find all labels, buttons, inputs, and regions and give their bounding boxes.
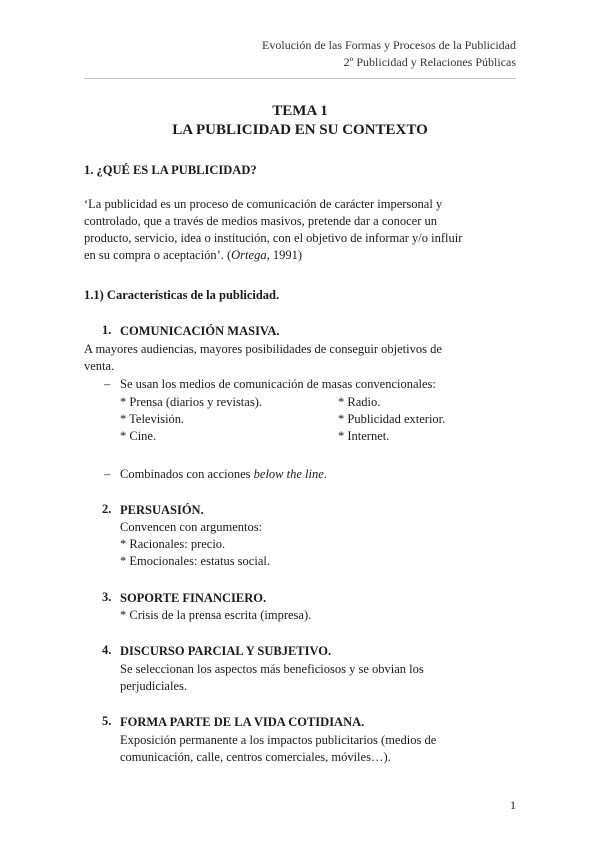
item-title: COMUNICACIÓN MASIVA. bbox=[120, 324, 280, 338]
definition-line: controlado, que a través de medios masivos, pretende dar a conocer un bbox=[84, 214, 437, 228]
header-degree: 2º Publicidad y Relaciones Públicas bbox=[343, 55, 516, 69]
item-number: 2. bbox=[102, 502, 112, 516]
media-list-left bbox=[120, 394, 262, 445]
definition-line bbox=[84, 247, 462, 264]
item-description bbox=[84, 341, 442, 375]
citation-year: , 1991) bbox=[266, 248, 302, 262]
item-number: 4. bbox=[102, 643, 112, 657]
item-body bbox=[120, 661, 424, 695]
body-line: Exposición permanente a los impactos publicitarios (medios de bbox=[120, 733, 437, 747]
subsection-heading: 1.1) Características de la publicidad. bbox=[84, 288, 280, 302]
page-number: 1 bbox=[510, 798, 516, 812]
italic-term: below the line bbox=[253, 467, 324, 481]
body-line: comunicación, calle, centros comerciales, móviles…). bbox=[120, 750, 391, 764]
body-line: perjudiciales. bbox=[120, 679, 187, 693]
item-title: FORMA PARTE DE LA VIDA COTIDIANA. bbox=[120, 715, 365, 729]
media-item: * Internet. bbox=[338, 429, 390, 443]
item-body bbox=[120, 519, 270, 570]
doc-title-tema: TEMA 1 bbox=[272, 103, 328, 119]
item-title: DISCURSO PARCIAL Y SUBJETIVO. bbox=[120, 644, 332, 658]
section-heading: 1. ¿QUÉ ES LA PUBLICIDAD? bbox=[84, 163, 257, 177]
header-divider bbox=[84, 78, 516, 79]
item-title: SOPORTE FINANCIERO. bbox=[120, 591, 267, 605]
definition-text: en su compra o aceptación’. ( bbox=[84, 248, 232, 262]
item-number: 3. bbox=[102, 590, 112, 604]
body-line: * Racionales: precio. bbox=[120, 537, 226, 551]
definition-paragraph bbox=[84, 196, 462, 264]
body-line: * Emocionales: estatus social. bbox=[120, 554, 270, 568]
citation-author: Ortega bbox=[231, 248, 267, 262]
media-item: * Cine. bbox=[120, 429, 157, 443]
definition-line: ‘La publicidad es un proceso de comunicación de carácter impersonal y bbox=[84, 197, 443, 211]
media-item: * Televisión. bbox=[120, 412, 185, 426]
body-line: Se seleccionan los aspectos más beneficiosos y se obvian los bbox=[120, 662, 424, 676]
definition-line: producto, servicio, idea o institución, con el objetivo de informar y/o influir bbox=[84, 231, 463, 245]
media-item: * Radio. bbox=[338, 395, 381, 409]
item-title: PERSUASIÓN. bbox=[120, 503, 204, 517]
item-number: 5. bbox=[102, 714, 112, 728]
item-body bbox=[120, 607, 311, 624]
body-line: Convencen con argumentos: bbox=[120, 520, 263, 534]
dash-bullet: – bbox=[104, 377, 111, 391]
media-item: * Publicidad exterior. bbox=[338, 412, 446, 426]
bullet-text: Se usan los medios de comunicación de masas convencionales: bbox=[120, 377, 436, 391]
doc-title-subject: LA PUBLICIDAD EN SU CONTEXTO bbox=[172, 122, 428, 138]
media-item: * Prensa (diarios y revistas). bbox=[120, 395, 262, 409]
description-line: venta. bbox=[84, 359, 115, 373]
body-line: * Crisis de la prensa escrita (impresa). bbox=[120, 608, 312, 622]
description-line: A mayores audiencias, mayores posibilidades de conseguir objetivos de bbox=[84, 342, 442, 356]
media-list-right bbox=[338, 394, 445, 445]
dash-bullet: – bbox=[104, 467, 111, 481]
header-course-title: Evolución de las Formas y Procesos de la Publicidad bbox=[262, 38, 516, 52]
item-body bbox=[120, 732, 436, 766]
item-number: 1. bbox=[102, 323, 112, 337]
bullet-text: Combinados con acciones below the line. bbox=[120, 467, 327, 481]
